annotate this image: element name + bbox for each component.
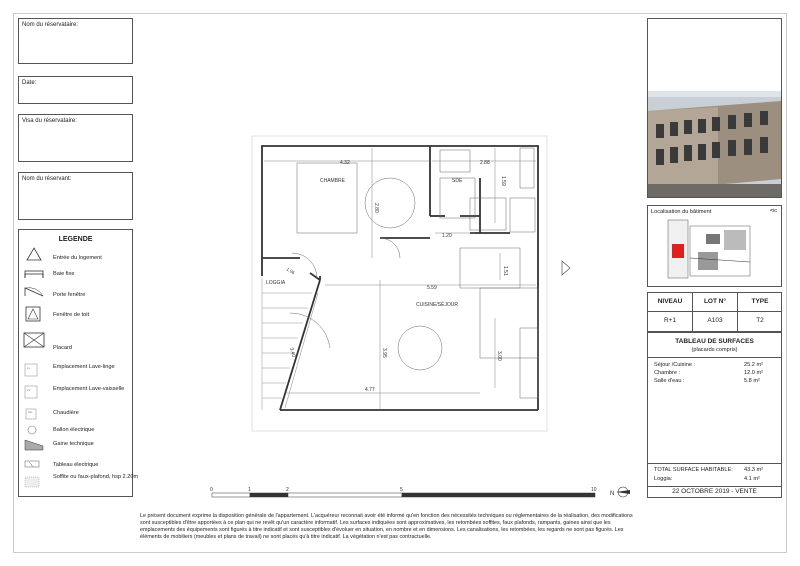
- dimension-label: 2.80: [373, 203, 379, 213]
- surfaces-panel: [647, 332, 782, 498]
- document-date: 22 OCTOBRE 2019 - VENTE: [672, 488, 757, 495]
- surfaces-title: TABLEAU DE SURFACES: [675, 338, 754, 345]
- north-label: N: [610, 491, 615, 497]
- location-map: [666, 218, 766, 283]
- floor-plan: [140, 18, 640, 508]
- surface-name: Séjour /Cuisine :: [654, 362, 696, 368]
- dimension-label: 2.88: [480, 160, 490, 166]
- false-ceiling-icon: [23, 474, 45, 490]
- field-reservant-name[interactable]: [18, 172, 133, 220]
- field-label: Visa du réservataire:: [22, 118, 77, 124]
- closet-icon: [23, 332, 45, 348]
- location-label: Localisation du bâtiment: [651, 209, 712, 215]
- compass-icon: ⊲c: [769, 208, 777, 214]
- dimension-label: 1.20: [442, 233, 452, 239]
- legend-title: LEGENDE: [58, 236, 93, 243]
- room-label-loggia: LOGGIA: [266, 280, 286, 286]
- room-label-chambre: CHAMBRE: [320, 178, 346, 184]
- field-label: Nom du réservataire:: [22, 22, 79, 28]
- svg-text:LL: LL: [27, 366, 31, 370]
- dimension-label: 3.00: [496, 351, 502, 361]
- scale-tick-label: 2: [286, 487, 289, 493]
- fixed-window-icon: [23, 266, 45, 282]
- location-panel: [647, 205, 782, 287]
- value-lot: A103: [707, 317, 723, 324]
- legend-panel: LEGENDE Entrée du logement Baie fixe Porte fenêtre Fenêtre de toit Placard LL Emplacement Lave-linge LV Emplacement Lave-vaisselle CH Chaudière Ballon électrique Gaine technique Tableau électrique Soffite ou faux-plafond, hsp 2.20m: [18, 229, 133, 497]
- roof-window-icon: [23, 306, 45, 322]
- header-niveau: NIVEAU: [657, 298, 683, 305]
- surfaces-subtitle: (placards compris): [691, 347, 738, 353]
- surface-value: 5.8 m²: [744, 378, 760, 384]
- dimension-label: 1.06: [285, 266, 296, 276]
- field-date[interactable]: [18, 76, 133, 104]
- tech-duct-icon: [23, 436, 45, 452]
- surface-name: Salle d'eau :: [654, 378, 685, 384]
- value-niveau: R+1: [663, 317, 677, 324]
- scale-tick-label: 1: [248, 487, 251, 493]
- total-label: TOTAL SURFACE HABITABLE:: [654, 467, 733, 473]
- dimension-label: 3.95: [381, 348, 387, 358]
- entry-arrow-icon: [562, 261, 570, 275]
- north-arrow-icon: [616, 487, 630, 497]
- total-value: 43.3 m²: [744, 467, 763, 473]
- disclaimer-text: Le présent document exprime la disposition générale de l'appartement. L'acquéreur reconnait avoir été informé qu'en fonction des nécessités techniques ou réglementaires de la réalisation, des modifications sont susceptibles d'être apportées à ce plan qui ne revêt qu'un caractère informatif. Les surfaces indiquées sont approximatives, les retombées soffites, faux plafonds, rampants, gaines ainsi que les emplacements des équipements sont figurés à titre indicatif et sont susceptibles d'évoluer en situation, en nombre et en dimensions. Les canalisations, les retombées, les regards ne sont pas figurés. Les éléments de mobiliers (meubles et plans de travail) ne sont placés qu'à titre indicatif. La végétation n'est pas contractuelle.: [140, 513, 633, 540]
- washing-machine-icon: [23, 362, 45, 378]
- scale-tick-label: 5: [400, 487, 403, 493]
- surface-name: Chambre :: [654, 370, 681, 376]
- scale-bar: [212, 493, 595, 497]
- french-window-icon: [23, 282, 45, 298]
- surface-value: 12.0 m²: [744, 370, 763, 376]
- building-photo-image: [648, 19, 781, 197]
- building-photo: [647, 18, 782, 198]
- electric-panel-icon: [23, 456, 45, 472]
- value-type: T2: [756, 317, 764, 324]
- dishwasher-icon: [23, 384, 45, 400]
- scale-tick-label: 0: [210, 487, 213, 493]
- boiler-icon: [23, 406, 45, 422]
- loggia-value: 4.1 m²: [744, 476, 760, 482]
- dimension-label: 1.59: [500, 176, 506, 186]
- dimension-label: 3.40: [288, 346, 297, 358]
- triangle-entry-icon: [23, 246, 45, 262]
- field-label: Date:: [22, 80, 37, 86]
- field-label: Nom du réservant:: [22, 176, 72, 182]
- lot-table: [647, 292, 782, 332]
- dimension-label: 5.59: [427, 285, 437, 291]
- field-reservataire-name[interactable]: [18, 18, 133, 64]
- svg-text:CH: CH: [28, 410, 33, 414]
- header-lot: LOT N°: [703, 298, 727, 305]
- room-label-sde: SDE: [452, 178, 463, 184]
- svg-text:LV: LV: [27, 388, 31, 392]
- surface-value: 25.2 m²: [744, 362, 763, 368]
- dimension-label: 4.77: [365, 387, 375, 393]
- scale-tick-label: 10: [591, 487, 597, 493]
- room-label-cuisine: CUISINE/SÉJOUR: [416, 302, 458, 308]
- loggia-label: Loggia:: [654, 476, 673, 482]
- header-type: TYPE: [751, 298, 769, 305]
- field-visa[interactable]: [18, 114, 133, 162]
- dimension-label: 4.32: [340, 160, 350, 166]
- dimension-label: 1.51: [502, 266, 508, 276]
